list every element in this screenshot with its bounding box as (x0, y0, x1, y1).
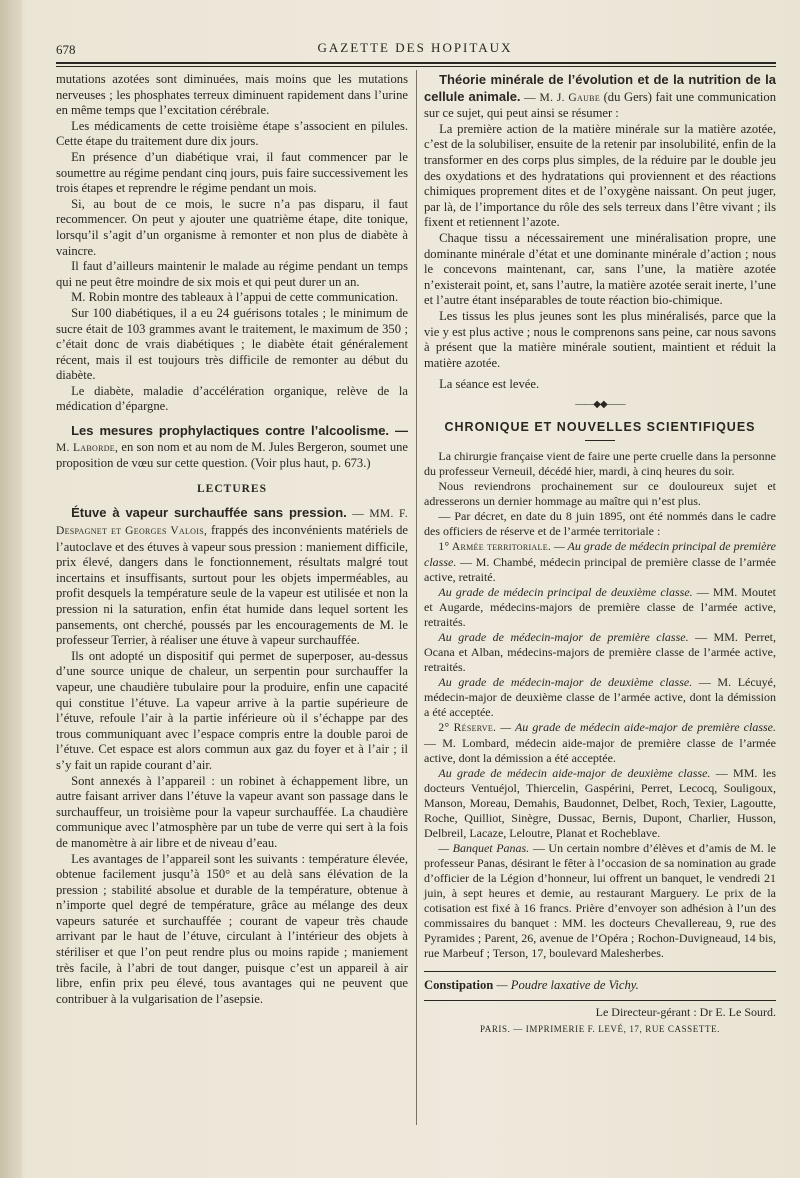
nomination-text: — M. Chambé, médecin principal de première classe de l’armée active, retraité. (424, 555, 776, 585)
running-title: GAZETTE DES HOPITAUX (317, 40, 513, 55)
nomination-text: — MM. les docteurs Ventuéjol, Thiercelin, Gaspérini, Perret, Lecocq, Souligoux, Manson, Moreau, Demahis, Baudonnet, Delbet, Roch, Texier, Lagoutte, Roche, Quilliot, Sinègre, Dussac, Bernis, Dupont, Charlier, Husson, Delbreil, Lacaze, Leloutre, Planat et Rocheblave. (424, 766, 777, 841)
nomination-grade: — Au grade de médecin principal de première classe. (424, 539, 776, 570)
article-author: M. Laborde, (56, 441, 119, 454)
ad-text: — Poudre laxative de Vichy. (496, 978, 639, 993)
nomination-paragraph (424, 766, 776, 841)
advertisement (424, 978, 776, 994)
column-divider (416, 70, 417, 1125)
nomination-grade: — Au grade de médecin aide-major de première classe. (500, 720, 776, 735)
nomination-grade: Au grade de médecin aide-major de deuxième classe. (438, 766, 711, 781)
nomination-paragraph (424, 585, 776, 630)
binding-edge (0, 0, 22, 1178)
article-title: Théorie minérale de l’évolution et de la nutrition de la cellule animale. (424, 72, 776, 104)
header-rule-thin (56, 66, 776, 67)
chronique-body (424, 449, 776, 961)
nomination-text: — M. Lécuyé, médecin-major de deuxième classe de l’armée active, dont la démission a été acceptée. (424, 675, 776, 720)
nomination-paragraph (424, 630, 776, 675)
article-author: — MM. F. Despagnet et Georges Valois, (56, 508, 409, 538)
article-text: en son nom et au nom de M. Jules Bergeron, soumet une proposition de vœu sur cette question. (Voir plus haut, p. 673.) (56, 439, 408, 471)
page-number: 678 (56, 42, 76, 57)
banquet-paragraph (424, 841, 776, 961)
paragraph: Les avantages de l’appareil sont les suivants : température élevée, obtenue facilement jusqu’à 150° et au delà sans élévation de la pression ; stabilité absolue et durable de la température, obtenue à n’importe quel degré de température, grâce au mélange des deux vapeurs saturée et surchauffée ; courant de vapeur très chaude arrivant par le haut de l’étuve, circulant à l’intérieur des objets à stériliser et que l’on peut rendre plus ou moins rapide ; maniement très facile, à l’abri de tout danger, puisque c’est un appareil à air libre, enfin prix peu élevé, tous avantages qui ne peuvent que contribuer à la vulgarisation de l’asepsie. (56, 851, 408, 1006)
paragraph: Sur 100 diabétiques, il a eu 24 guérisons totales ; le minimum de sucre était de 103 grammes avant le traitement, le maximum de 350 ; c’était donc de vrais diabétiques ; le diabète était généralement récent, mais il est toujours très difficile de remonter au début du diabète. (56, 305, 408, 383)
paragraph: Les tissus les plus jeunes sont les plus minéralisés, parce que la vie y est plus active ; nous le comprenons sans peine, car nous savons à présent que la matière minérale soutient, maintient et réduit la matière azotée. (424, 308, 776, 370)
paragraph: En présence d’un diabétique vrai, il faut commencer par le soumettre au régime pendant cinq jours, puis faire successivement les trois étapes et reprendre le régime pendant un mois. (56, 149, 408, 196)
printer-imprint: PARIS. — IMPRIMERIE F. LEVÉ, 17, RUE CASSETTE. (479, 1024, 721, 1035)
paragraph: M. Robin montre des tableaux à l’appui de cette communication. (71, 290, 399, 305)
paragraph: Sont annexés à l’appareil : un robinet à échappement libre, un autre faisant arriver dans l’étuve la vapeur avant son passage dans le surchauffeur, un troisième pour la vapeur surchauffée. La chaudière communique avec l’atmosphère par un tube de verre qui sert à la fois de manomètre à air libre et de niveau d’eau. (56, 773, 408, 850)
nomination-paragraph (424, 720, 776, 766)
page-header (56, 40, 774, 62)
paragraph: Il faut d’ailleurs maintenir le malade au régime pendant un temps qui ne peut être moindre de six mois et qui peut durer un an. (56, 259, 408, 289)
nomination-grade: Au grade de médecin-major de première classe. (438, 630, 689, 645)
banquet-title: — Banquet Panas. (438, 841, 530, 856)
nomination-text: — MM. Perret, Ocana et Alban, médecins-majors de première classe de l’armée active, retraités. (424, 630, 776, 675)
article-text: frappés des inconvénients matériels de l’autoclave et des étuves à vapeur sous pression : maniement difficile, prix élevé, dangers dans le fonctionnement, résultats malgré tout incertains et insuffisants, surtout pour les objets imperméables, au profit desquels la température seule de la vapeur est utilisée et non la pression ni la saturation, enfin état humide dans lequel sortent les pansements, ont cherché, poussés par les encouragements de M. le professeur Terrier, à réaliser une étuve à vapeur surchauffée. (56, 523, 408, 648)
directeur-gerant: Le Directeur-gérant : Dr E. Le Sourd. (595, 1004, 776, 1019)
paragraph: Chaque tissu a nécessairement une minéralisation propre, une dominante minérale d’état et une dominante minérale d’action ; nous le concevons maintenant, car, sans l’une, la matière azotée n’existerait point, et, sans l’autre, la matière azotée serait inerte, l’une et l’autre étant inséparables de toute réaction bio-chimique. (424, 230, 776, 308)
alcoolisme-article (56, 423, 408, 472)
nomination-paragraph (424, 539, 776, 585)
right-column (424, 72, 776, 1038)
nomination-grade: Au grade de médecin-major de deuxième classe. (438, 675, 693, 690)
section-heading-lectures: LECTURES (197, 482, 267, 495)
paragraph: Ils ont adopté un dispositif qui permet de superposer, au-dessus d’une source unique de chaleur, un serpentin pour surchauffer la vapeur, une chaudière tubulaire pour la produire, enfin une capacité qui constitue l’étuve. La vapeur arrive à la partie supérieure de l’étuve, refoule l’air à la partie inférieure où il s’échappe par des trous communiquant avec l’espace compris entre la double paroi de l’étuve. Cet espace est alors commun aux gaz du foyer et à l’air ; il s’y fait un rapide courant d’air. (56, 648, 408, 772)
paragraph: — Par décret, en date du 8 juin 1895, ont été nommés dans le cadre des officiers de réserve et de l’armée territoriale : (424, 509, 776, 539)
theorie-article (424, 72, 776, 122)
paragraph: Le diabète, maladie d’accélération organique, relève de la médication d’épargne. (56, 383, 408, 414)
etuve-article (56, 505, 408, 648)
nomination-text: — MM. Moutet et Augarde, médecins-majors de première classe de l’armée active, retraités. (424, 585, 777, 630)
footer-rule (424, 971, 776, 972)
header-rule (56, 62, 776, 64)
footer-rule (424, 1000, 776, 1001)
nomination-label: 1° Armée territoriale. (438, 541, 552, 554)
paragraph: La première action de la matière minérale sur la matière azotée, c’est de la solubiliser, ensuite de la retenir par insolubilité, enfin de la transformer en des corps plus simples, de la réduire par le double jeu des oxydations et des hydratations qui proviennent et des réactions chimiques proprement dites et de l’oxygène naissant. On peut juger, par là, de l’importance du rôle des sels terreux dans l’être vivant ; ils fixent et retiennent l’azote. (424, 121, 776, 230)
paragraph: mutations azotées sont diminuées, mais moins que les mutations nerveuses ; les phosphates terreux diminuent rapidement dans l’urine en même temps que l’excitation cérébrale. (56, 72, 408, 118)
ad-label: Constipation (424, 978, 494, 993)
left-column (56, 72, 408, 1007)
paragraph: Les médicaments de cette troisième étape s’associent en pilules. Cette étape du traitement dure dix jours. (56, 118, 408, 149)
paragraph: Si, au bout de ce mois, le sucre n’a pas disparu, il faut recommencer. On peut y ajouter une quatrième étape, dite tonique, lorsqu’il s’agit d’un organisme à remonter et non plus de diabète à vaincre. (56, 196, 408, 258)
nomination-label: 2° Réserve. (438, 722, 497, 735)
section-heading-chronique: CHRONIQUE ET NOUVELLES SCIENTIFIQUES (444, 420, 756, 435)
nomination-paragraph (424, 675, 776, 720)
seance-levee: La séance est levée. (439, 377, 540, 392)
ornament-divider: ——◆◆—— (575, 398, 625, 410)
banquet-text: — Un certain nombre d’élèves et d’amis de M. le professeur Panas, désirant le fêter à l’occasion de sa nomination au grade d’officier de la Légion d’honneur, lui offrent un banquet, le vendredi 21 juin, à sept heures et demie, au restaurant Marguery. Le prix de la cotisation est fixé à 16 francs. Prière d’envoyer son adhésion à l’un des commissaires du banquet : MM. les docteurs Chevallereau, 9, rue des Pyramides ; Parent, 26, avenue de l’Opéra ; Rochon-Duvigneaud, 14 bis, rue Marbeuf ; Terson, 17, boulevard Malesherbes. (424, 841, 777, 961)
article-text: (du Gers) fait une communication sur ce sujet, qui peut ainsi se résumer : (424, 89, 777, 121)
article-author: — M. J. Gaube (524, 91, 601, 104)
nomination-text: — M. Lombard, médecin aide-major de première classe de l’armée active, dont la démission a été acceptée. (424, 736, 776, 766)
nomination-grade: Au grade de médecin principal de deuxième classe. (438, 585, 693, 600)
paragraph: Nous reviendrons prochainement sur ce douloureux sujet et adresserons un dernier hommage au maître qui n’est plus. (424, 479, 776, 509)
article-title: Les mesures prophylactiques contre l’alcoolisme. — (71, 423, 408, 439)
article-title: Étuve à vapeur surchauffée sans pression. (71, 505, 347, 521)
paragraph: La chirurgie française vient de faire une perte cruelle dans la personne du professeur Verneuil, décédé hier, mardi, à cinq heures du soir. (424, 449, 776, 479)
short-rule (585, 440, 615, 441)
